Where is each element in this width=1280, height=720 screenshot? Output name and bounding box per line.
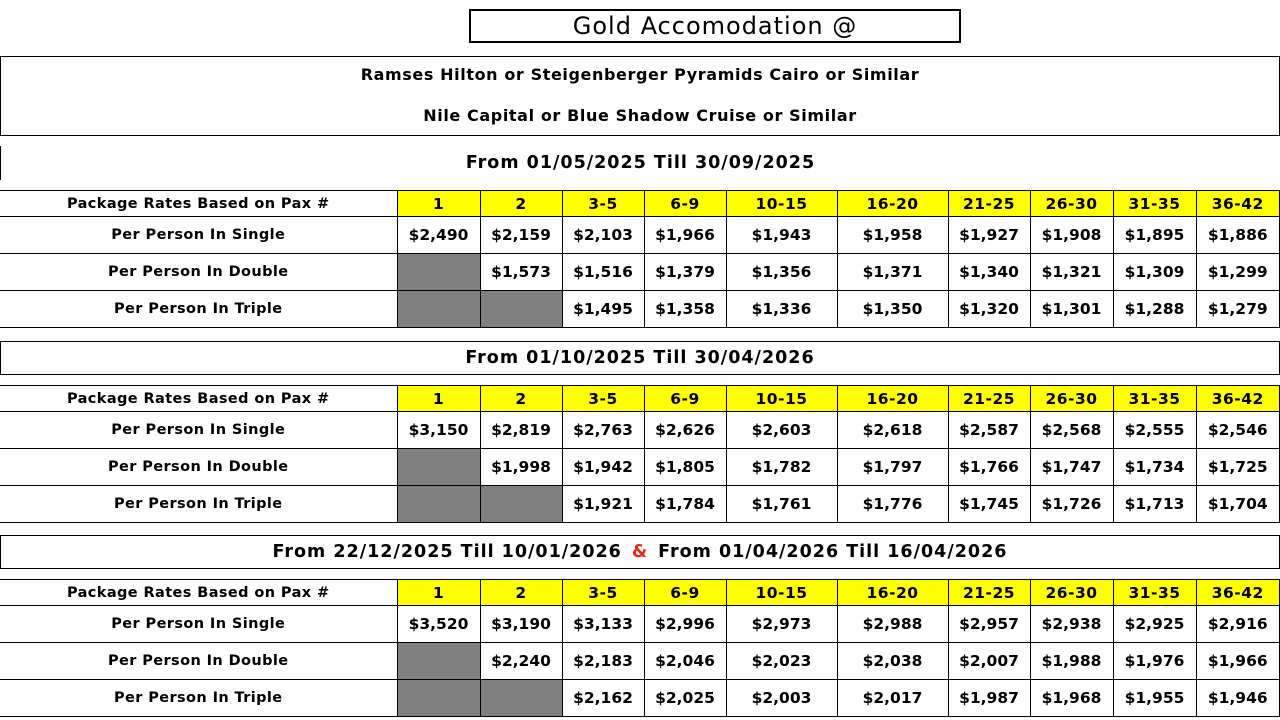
price-cell: $1,279	[1196, 291, 1280, 328]
price-cell: $3,520	[397, 606, 480, 643]
unavailable-cell	[480, 291, 562, 328]
price-cell: $2,025	[644, 680, 726, 717]
season-3-period-part2: From 01/04/2026 Till 16/04/2026	[658, 542, 1008, 562]
unavailable-cell	[397, 254, 480, 291]
pax-column-header: 6-9	[644, 191, 726, 217]
unavailable-cell	[397, 680, 480, 717]
pax-column-header: 26-30	[1030, 580, 1113, 606]
unavailable-cell	[480, 486, 562, 523]
pax-column-header: 3-5	[562, 191, 644, 217]
price-cell: $1,776	[837, 486, 948, 523]
season-1-period: From 01/05/2025 Till 30/09/2025	[0, 146, 1280, 180]
row-label-single: Per Person In Single	[0, 606, 397, 643]
price-cell: $1,797	[837, 449, 948, 486]
pax-column-header: 16-20	[837, 191, 948, 217]
price-cell: $2,996	[644, 606, 726, 643]
price-cell: $1,713	[1113, 486, 1196, 523]
price-cell: $1,704	[1196, 486, 1280, 523]
pax-column-header: 10-15	[726, 191, 837, 217]
price-cell: $2,046	[644, 643, 726, 680]
pax-column-header: 36-42	[1196, 191, 1280, 217]
price-cell: $1,350	[837, 291, 948, 328]
price-cell: $3,150	[397, 412, 480, 449]
price-cell: $1,942	[562, 449, 644, 486]
price-cell: $2,603	[726, 412, 837, 449]
row-label-double: Per Person In Double	[0, 254, 397, 291]
price-cell: $1,358	[644, 291, 726, 328]
pax-column-header: 10-15	[726, 580, 837, 606]
pax-column-header: 6-9	[644, 580, 726, 606]
pax-column-header: 26-30	[1030, 191, 1113, 217]
row-label-triple: Per Person In Triple	[0, 680, 397, 717]
price-cell: $2,003	[726, 680, 837, 717]
rate-row-single	[0, 606, 1280, 643]
pax-column-header: 31-35	[1113, 386, 1196, 412]
pax-column-header: 10-15	[726, 386, 837, 412]
pax-column-header: 3-5	[562, 386, 644, 412]
price-cell: $1,968	[1030, 680, 1113, 717]
pax-column-header: 31-35	[1113, 191, 1196, 217]
price-cell: $2,925	[1113, 606, 1196, 643]
rate-row-single	[0, 412, 1280, 449]
pax-column-header: 1	[397, 580, 480, 606]
price-cell: $2,587	[948, 412, 1030, 449]
price-cell: $1,379	[644, 254, 726, 291]
price-cell: $1,288	[1113, 291, 1196, 328]
price-cell: $2,240	[480, 643, 562, 680]
pax-column-header: 16-20	[837, 580, 948, 606]
pax-column-header: 3-5	[562, 580, 644, 606]
price-cell: $1,943	[726, 217, 837, 254]
price-cell: $1,356	[726, 254, 837, 291]
row-label-triple: Per Person In Triple	[0, 291, 397, 328]
price-cell: $3,133	[562, 606, 644, 643]
pax-column-header: 36-42	[1196, 580, 1280, 606]
rate-row-triple	[0, 291, 1280, 328]
table-header-row	[0, 580, 1280, 606]
season-3-rates-table	[0, 579, 1280, 717]
price-cell: $1,976	[1113, 643, 1196, 680]
price-cell: $2,763	[562, 412, 644, 449]
price-cell: $1,573	[480, 254, 562, 291]
price-cell: $1,946	[1196, 680, 1280, 717]
season-2-period: From 01/10/2025 Till 30/04/2026	[0, 341, 1280, 375]
price-cell: $1,987	[948, 680, 1030, 717]
pax-column-header: 21-25	[948, 191, 1030, 217]
price-cell: $2,017	[837, 680, 948, 717]
price-cell: $2,626	[644, 412, 726, 449]
price-cell: $1,966	[644, 217, 726, 254]
row-label-triple: Per Person In Triple	[0, 486, 397, 523]
row-label-double: Per Person In Double	[0, 643, 397, 680]
table-header-row	[0, 191, 1280, 217]
pax-column-header: 36-42	[1196, 386, 1280, 412]
price-cell: $1,516	[562, 254, 644, 291]
page-title: Gold Accomodation @	[469, 9, 961, 43]
price-cell: $1,495	[562, 291, 644, 328]
price-cell: $2,490	[397, 217, 480, 254]
price-cell: $2,103	[562, 217, 644, 254]
price-cell: $1,309	[1113, 254, 1196, 291]
price-cell: $1,726	[1030, 486, 1113, 523]
hotel-info-box	[0, 56, 1280, 136]
price-cell: $1,371	[837, 254, 948, 291]
price-cell: $2,007	[948, 643, 1030, 680]
pax-column-header: 1	[397, 386, 480, 412]
row-label-single: Per Person In Single	[0, 217, 397, 254]
price-cell: $1,784	[644, 486, 726, 523]
rate-row-single	[0, 217, 1280, 254]
pax-column-header: 16-20	[837, 386, 948, 412]
price-cell: $2,916	[1196, 606, 1280, 643]
pax-column-header: 1	[397, 191, 480, 217]
price-cell: $2,957	[948, 606, 1030, 643]
pax-column-header: 2	[480, 191, 562, 217]
price-cell: $1,766	[948, 449, 1030, 486]
table-header-row	[0, 386, 1280, 412]
price-cell: $1,921	[562, 486, 644, 523]
price-cell: $1,336	[726, 291, 837, 328]
row-label-double: Per Person In Double	[0, 449, 397, 486]
price-cell: $2,038	[837, 643, 948, 680]
price-cell: $2,973	[726, 606, 837, 643]
price-cell: $1,886	[1196, 217, 1280, 254]
cruise-hotel-line: Nile Capital or Blue Shadow Cruise or Similar	[423, 106, 857, 125]
pax-column-header: 26-30	[1030, 386, 1113, 412]
price-cell: $2,618	[837, 412, 948, 449]
price-cell: $3,190	[480, 606, 562, 643]
price-cell: $1,958	[837, 217, 948, 254]
price-cell: $1,805	[644, 449, 726, 486]
price-cell: $1,299	[1196, 254, 1280, 291]
unavailable-cell	[397, 449, 480, 486]
unavailable-cell	[397, 486, 480, 523]
season-3-period-part1: From 22/12/2025 Till 10/01/2026	[272, 542, 622, 562]
rate-row-triple	[0, 486, 1280, 523]
price-cell: $2,555	[1113, 412, 1196, 449]
price-cell: $2,183	[562, 643, 644, 680]
price-cell: $1,988	[1030, 643, 1113, 680]
price-cell: $1,734	[1113, 449, 1196, 486]
price-cell: $1,340	[948, 254, 1030, 291]
price-cell: $1,908	[1030, 217, 1113, 254]
table-header-label: Package Rates Based on Pax #	[0, 386, 397, 412]
table-header-label: Package Rates Based on Pax #	[0, 580, 397, 606]
pax-column-header: 21-25	[948, 580, 1030, 606]
season-3-period	[0, 535, 1280, 569]
price-cell: $1,761	[726, 486, 837, 523]
season-2-rates-table	[0, 385, 1280, 523]
price-cell: $1,725	[1196, 449, 1280, 486]
table-header-label: Package Rates Based on Pax #	[0, 191, 397, 217]
price-cell: $2,988	[837, 606, 948, 643]
pax-column-header: 21-25	[948, 386, 1030, 412]
pax-column-header: 2	[480, 580, 562, 606]
pax-column-header: 6-9	[644, 386, 726, 412]
unavailable-cell	[397, 291, 480, 328]
price-cell: $2,819	[480, 412, 562, 449]
rate-row-double	[0, 254, 1280, 291]
price-cell: $2,938	[1030, 606, 1113, 643]
rate-row-triple	[0, 680, 1280, 717]
season-1-rates-table	[0, 190, 1280, 328]
cairo-hotel-line: Ramses Hilton or Steigenberger Pyramids Cairo or Similar	[360, 65, 920, 84]
price-cell: $2,159	[480, 217, 562, 254]
rate-row-double	[0, 449, 1280, 486]
price-cell: $1,321	[1030, 254, 1113, 291]
unavailable-cell	[397, 643, 480, 680]
price-cell: $1,998	[480, 449, 562, 486]
price-cell: $1,745	[948, 486, 1030, 523]
pax-column-header: 31-35	[1113, 580, 1196, 606]
price-cell: $1,320	[948, 291, 1030, 328]
price-cell: $2,546	[1196, 412, 1280, 449]
price-cell: $1,747	[1030, 449, 1113, 486]
price-cell: $1,895	[1113, 217, 1196, 254]
ampersand-separator: &	[631, 542, 649, 562]
rate-row-double	[0, 643, 1280, 680]
price-cell: $1,301	[1030, 291, 1113, 328]
price-cell: $2,162	[562, 680, 644, 717]
pax-column-header: 2	[480, 386, 562, 412]
price-cell: $2,023	[726, 643, 837, 680]
price-cell: $1,927	[948, 217, 1030, 254]
price-cell: $1,782	[726, 449, 837, 486]
unavailable-cell	[480, 680, 562, 717]
row-label-single: Per Person In Single	[0, 412, 397, 449]
price-cell: $1,955	[1113, 680, 1196, 717]
price-cell: $1,966	[1196, 643, 1280, 680]
price-cell: $2,568	[1030, 412, 1113, 449]
